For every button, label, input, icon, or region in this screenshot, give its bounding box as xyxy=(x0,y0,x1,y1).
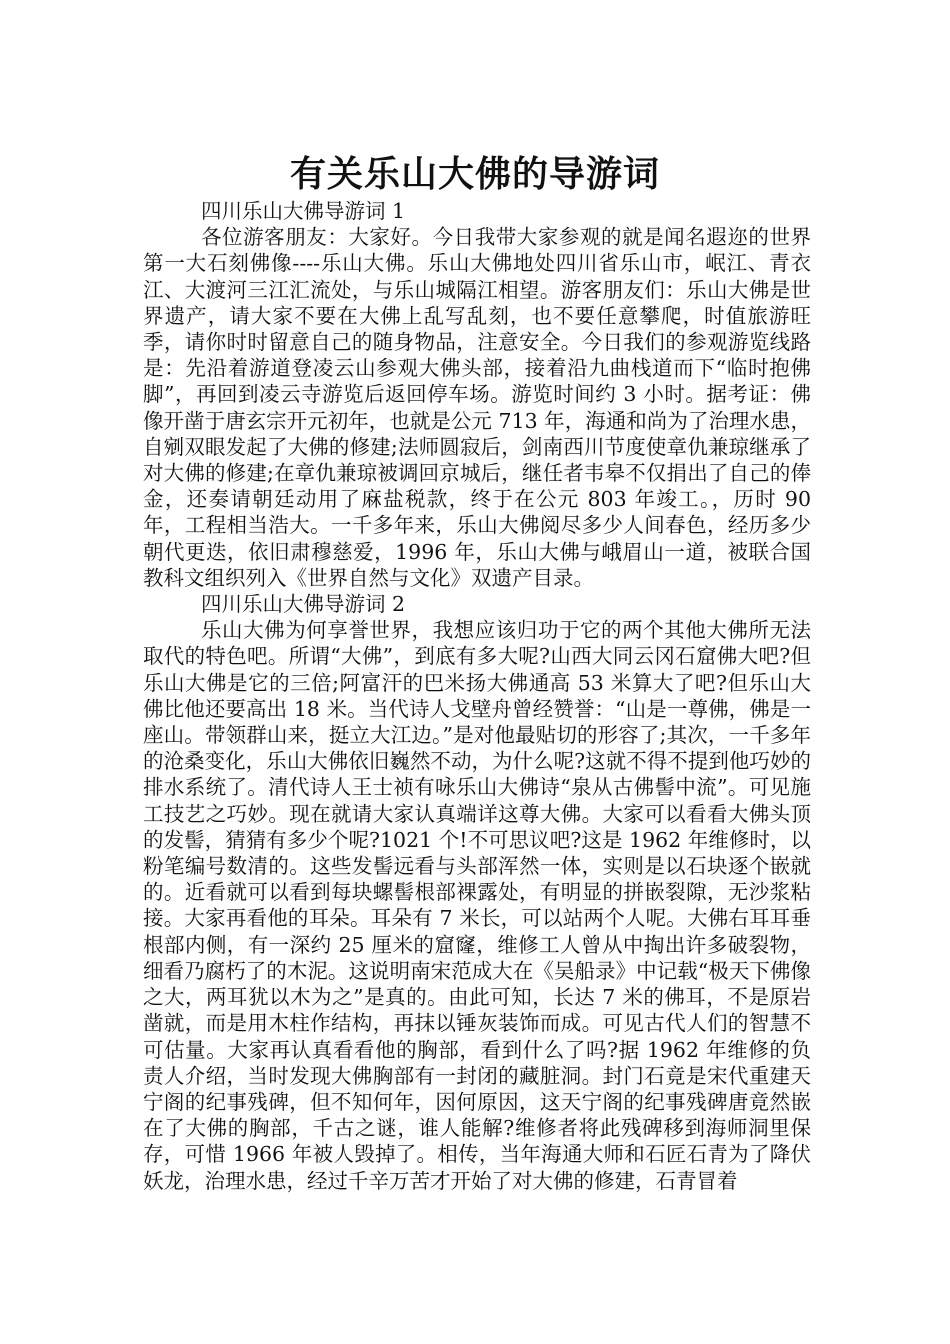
body-paragraph: 乐山大佛为何享誉世界，我想应该归功于它的两个其他大佛所无法取代的特色吧。所谓“大佛”，到底有多大呢?山西大同云冈石窟佛大吧?但乐山大佛是它的三倍;阿富汗的巴米扬大佛通高 53 米算大了吧?但乐山大佛比他还要高出 18 米。当代诗人戈壁舟曾经赞誉：“山是一尊佛，佛是一座山。带领群山来，挺立大江边。”是对他最贴切的形容了;其次，一千多年的沧桑变化，乐山大佛依旧巍然不动，为什么呢?这就不得不提到他巧妙的排水系统了。清代诗人王士祯有咏乐山大佛诗“泉从古佛髻中流”。可见施工技艺之巧妙。现在就请大家认真端详这尊大佛。大家可以看看大佛头顶的发髻，猜猜有多少个呢?1021 个!不可思议吧?这是 1962 年维修时，以粉笔编号数清的。这些发髻远看与头部浑然一体，实则是以石块逐个嵌就的。近看就可以看到每块螺髻根部裸露处，有明显的拼嵌裂隙，无沙浆粘接。大家再看他的耳朵。耳朵有 7 米长，可以站两个人呢。大佛右耳耳垂根部内侧，有一深约 25 厘米的窟窿，维修工人曾从中掏出许多破裂物，细看乃腐朽了的木泥。这说明南宋范成大在《吴船录》中记载“极天下佛像之大，两耳犹以木为之”是真的。由此可知，长达 7 米的佛耳，不是原岩凿就，而是用木柱作结构，再抹以锤灰装饰而成。可见古代人们的智慧不可估量。大家再认真看看他的胸部，看到什么了吗?据 1962 年维修的负责人介绍，当时发现大佛胸部有一封闭的藏脏洞。封门石竟是宋代重建天宁阁的纪事残碑，但不知何年，因何原因，这天宁阁的纪事残碑唐竟然嵌在了大佛的胸部，千古之谜，谁人能解?维修者将此残碑移到海师洞里保存，可惜 1966 年被人毁掉了。相传，当年海通大师和石匠石青为了降伏妖龙，治理水患，经过千辛万苦才开始了对大佛的修建，石青冒着 xyxy=(143,618,811,1193)
section-heading: 四川乐山大佛导游词 1 xyxy=(201,199,406,223)
body-paragraph: 各位游客朋友：大家好。今日我带大家参观的就是闻名遐迩的世界第一大石刻佛像----乐山大佛。乐山大佛地处四川省乐山市，岷江、青衣江、大渡河三江汇流处，与乐山城隔江相望。游客朋友们：乐山大佛是世界遗产，请大家不要在大佛上乱写乱刻，也不要任意攀爬，时值旅游旺季，请你时时留意自己的随身物品，注意安全。今日我们的参观游览线路是：先沿着游道登凌云山参观大佛头部，接着沿九曲栈道而下“临时抱佛脚”，再回到凌云寺游览后返回停车场。游览时间约 3 小时。据考证：佛像开凿于唐玄宗开元初年，也就是公元 713 年，海通和尚为了治理水患，自剜双眼发起了大佛的修建;法师圆寂后，剑南西川节度使章仇兼琼继承了对大佛的修建;在章仇兼琼被调回京城后，继任者韦皋不仅捐出了自己的俸金，还奏请朝廷动用了麻盐税款，终于在公元 803 年竣工。，历时 90 年，工程相当浩大。一千多年来，乐山大佛阅尽多少人间春色，经历多少朝代更迭，依旧肃穆慈爱，1996 年，乐山大佛与峨眉山一道，被联合国教科文组织列入《世界自然与文化》双遗产目录。 xyxy=(143,225,811,590)
document-body xyxy=(143,198,811,1194)
section-heading: 四川乐山大佛导游词 2 xyxy=(201,592,406,617)
document-title: 有关乐山大佛的导游词 xyxy=(289,153,660,196)
